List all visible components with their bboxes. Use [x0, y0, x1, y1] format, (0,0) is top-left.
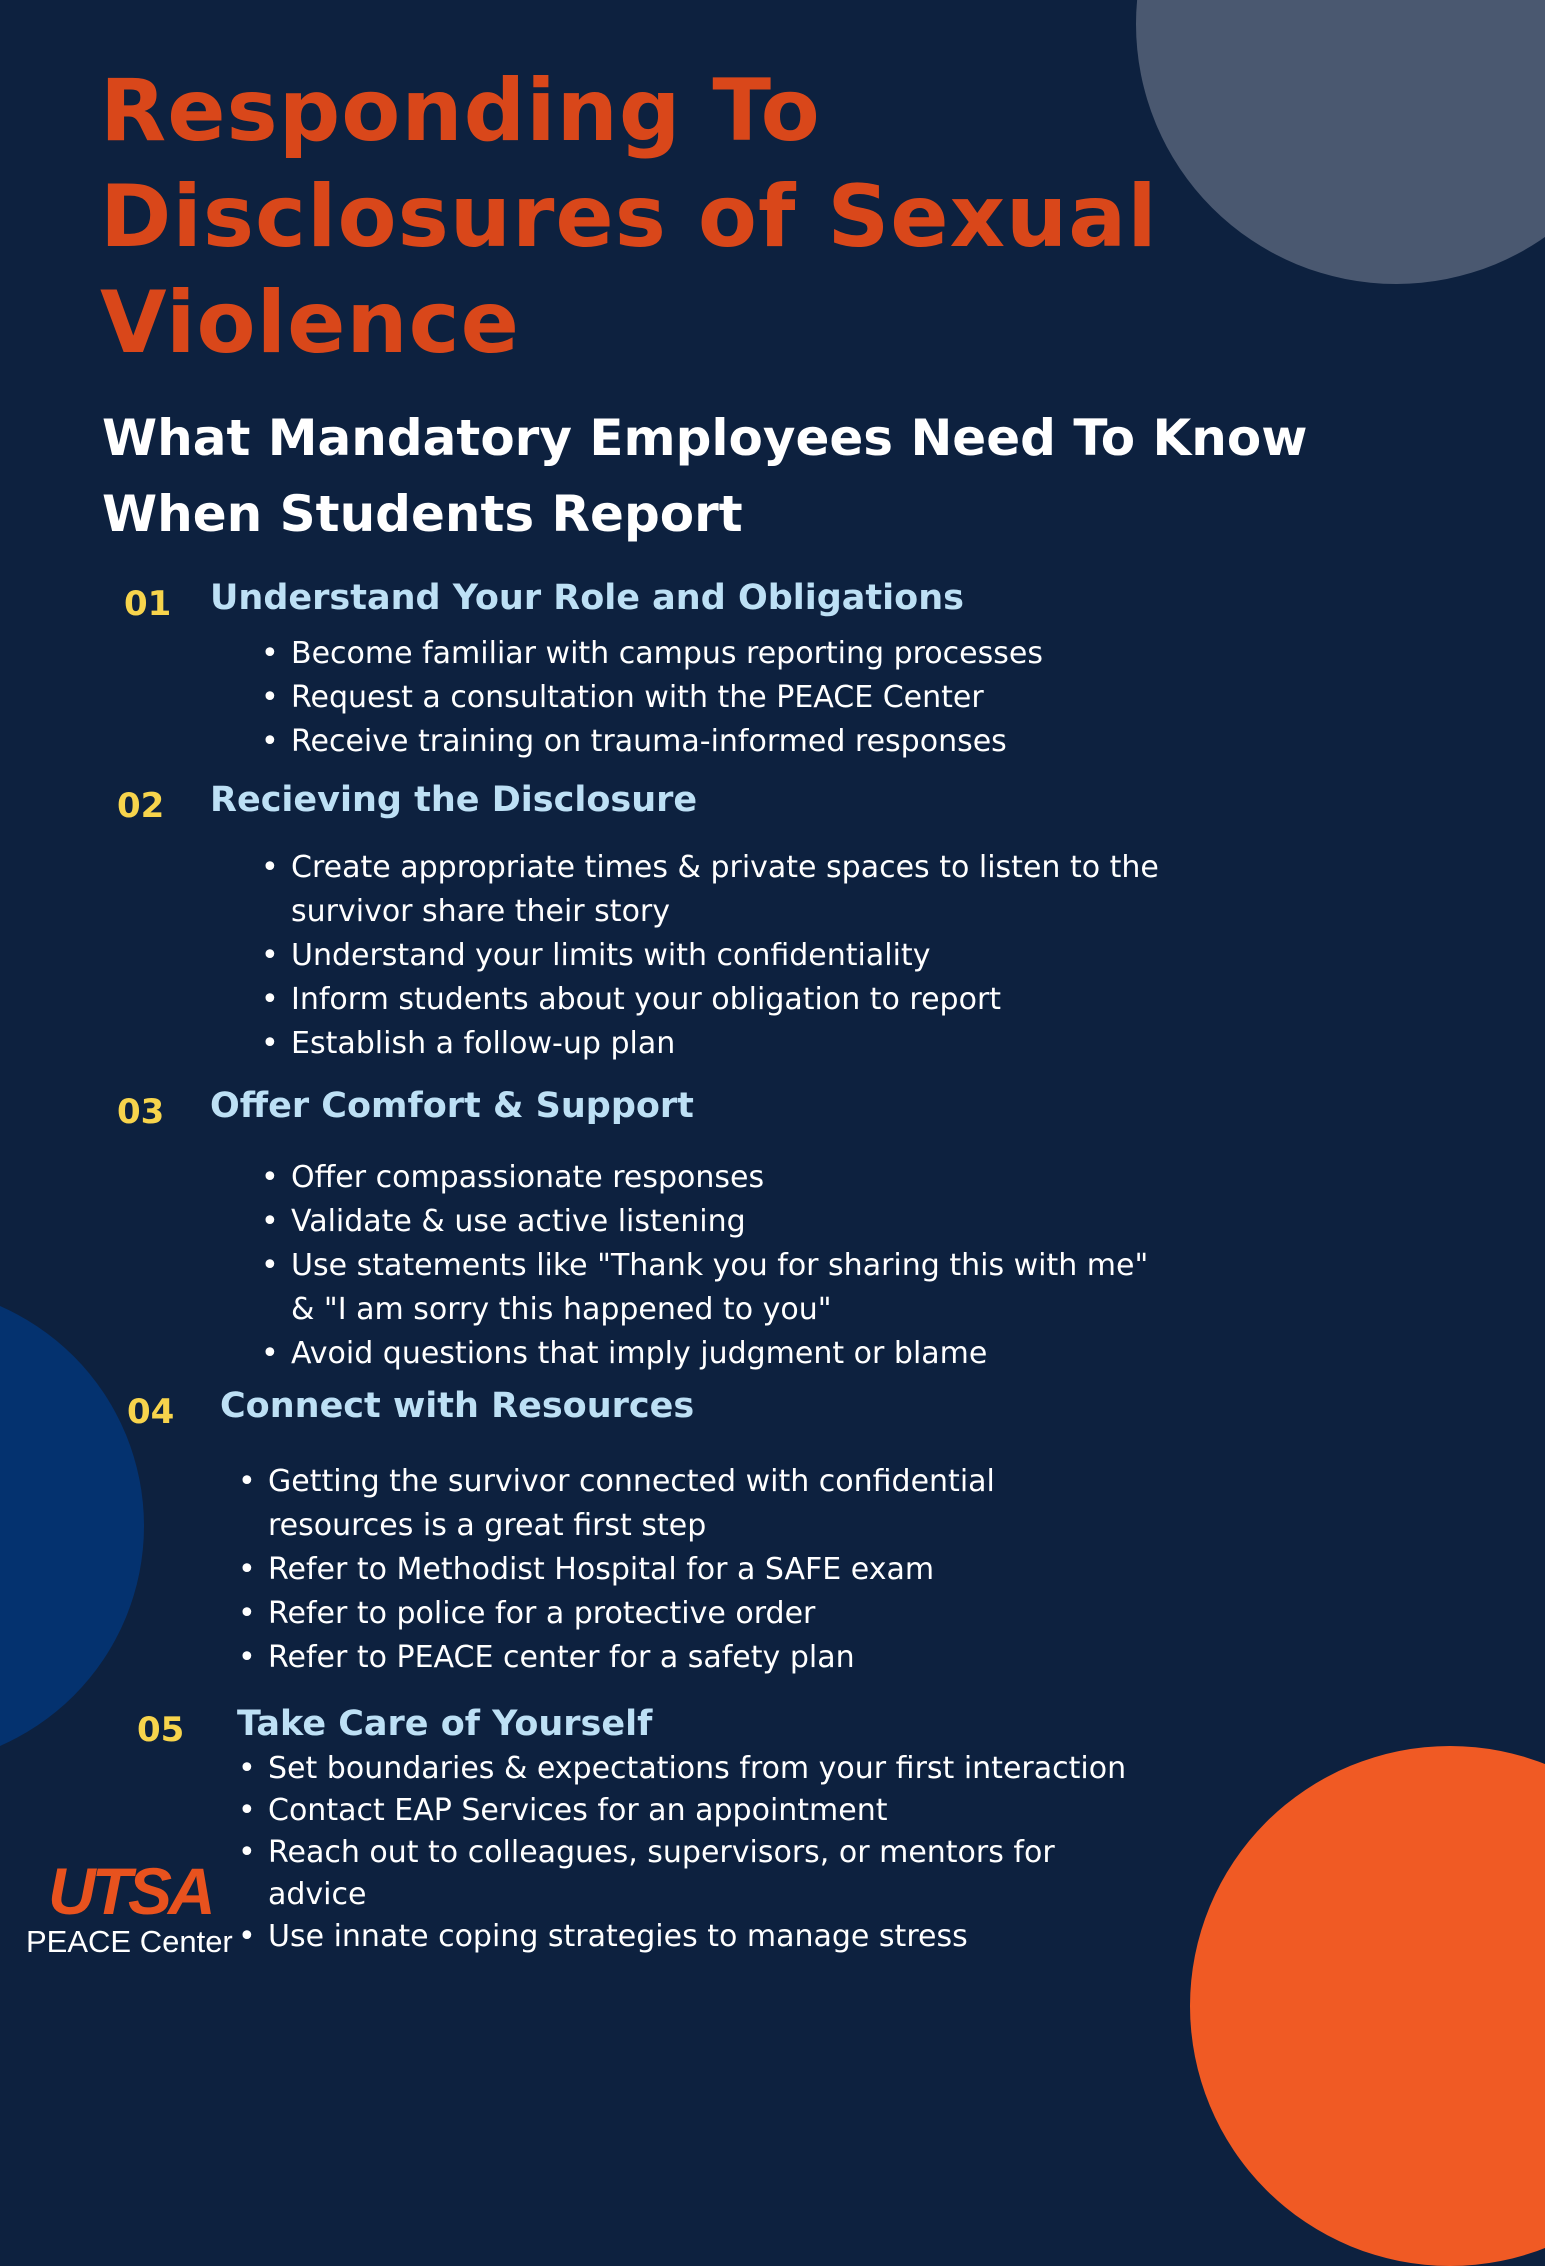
list-item: • Refer to PEACE center for a safety plan — [268, 1636, 1138, 1680]
section-number: 05 — [137, 1710, 185, 1750]
list-item: • Reach out to colleagues, supervisors, or mentors for advice — [268, 1832, 1138, 1916]
section-heading: Recieving the Disclosure — [210, 780, 698, 820]
section-number: 04 — [127, 1392, 175, 1432]
section-heading: Connect with Resources — [220, 1386, 695, 1426]
list-item: • Offer compassionate responses — [291, 1156, 1161, 1200]
page-subtitle: What Mandatory Employees Need To Know When Students Report — [102, 409, 1308, 543]
section-understand-role — [0, 578, 1200, 764]
page-title: Responding To Disclosures of Sexual Violence — [100, 61, 1158, 373]
section-heading: Take Care of Yourself — [237, 1704, 653, 1744]
list-item: • Understand your limits with confidentiality — [291, 934, 1161, 978]
section-connect-resources — [0, 1386, 1200, 1680]
list-item: • Use innate coping strategies to manage stress — [268, 1916, 1138, 1958]
list-item: • Inform students about your obligation to report — [291, 978, 1161, 1022]
section-heading: Understand Your Role and Obligations — [210, 578, 964, 618]
section-receiving-disclosure — [0, 780, 1200, 1066]
list-item: • Avoid questions that imply judgment or blame — [291, 1332, 1161, 1376]
list-item: • Request a consultation with the PEACE Center — [291, 676, 1161, 720]
list-item: • Refer to Methodist Hospital for a SAFE exam — [268, 1548, 1138, 1592]
logo-text: PEACE Center — [26, 1924, 233, 1959]
bullet-list — [291, 846, 1491, 1066]
list-item: • Create appropriate times & private spaces to listen to the survivor share their story — [291, 846, 1161, 934]
section-number: 01 — [124, 584, 172, 624]
list-item: • Validate & use active listening — [291, 1200, 1161, 1244]
bullet-list — [268, 1748, 1468, 1958]
list-item: • Refer to police for a protective order — [268, 1592, 1138, 1636]
utsa-logo-mark: UTSA — [48, 1854, 212, 1928]
list-item: • Become familiar with campus reporting processes — [291, 632, 1161, 676]
list-item: • Getting the survivor connected with confidential resources is a great first step — [268, 1460, 1138, 1548]
section-number: 02 — [117, 786, 165, 826]
list-item: • Receive training on trauma-informed responses — [291, 720, 1161, 764]
list-item: • Establish a follow-up plan — [291, 1022, 1161, 1066]
bullet-list — [291, 632, 1491, 764]
list-item: • Set boundaries & expectations from your first interaction — [268, 1748, 1138, 1790]
list-item: • Use statements like "Thank you for sharing this with me" & "I am sorry this happened to you" — [291, 1244, 1161, 1332]
utsa-peace-center-logo — [26, 1854, 266, 1960]
section-offer-comfort — [0, 1086, 1200, 1376]
list-item: • Contact EAP Services for an appointment — [268, 1790, 1138, 1832]
section-heading: Offer Comfort & Support — [210, 1086, 694, 1126]
bullet-list — [268, 1460, 1468, 1680]
bullet-list — [291, 1156, 1491, 1376]
section-number: 03 — [117, 1092, 165, 1132]
